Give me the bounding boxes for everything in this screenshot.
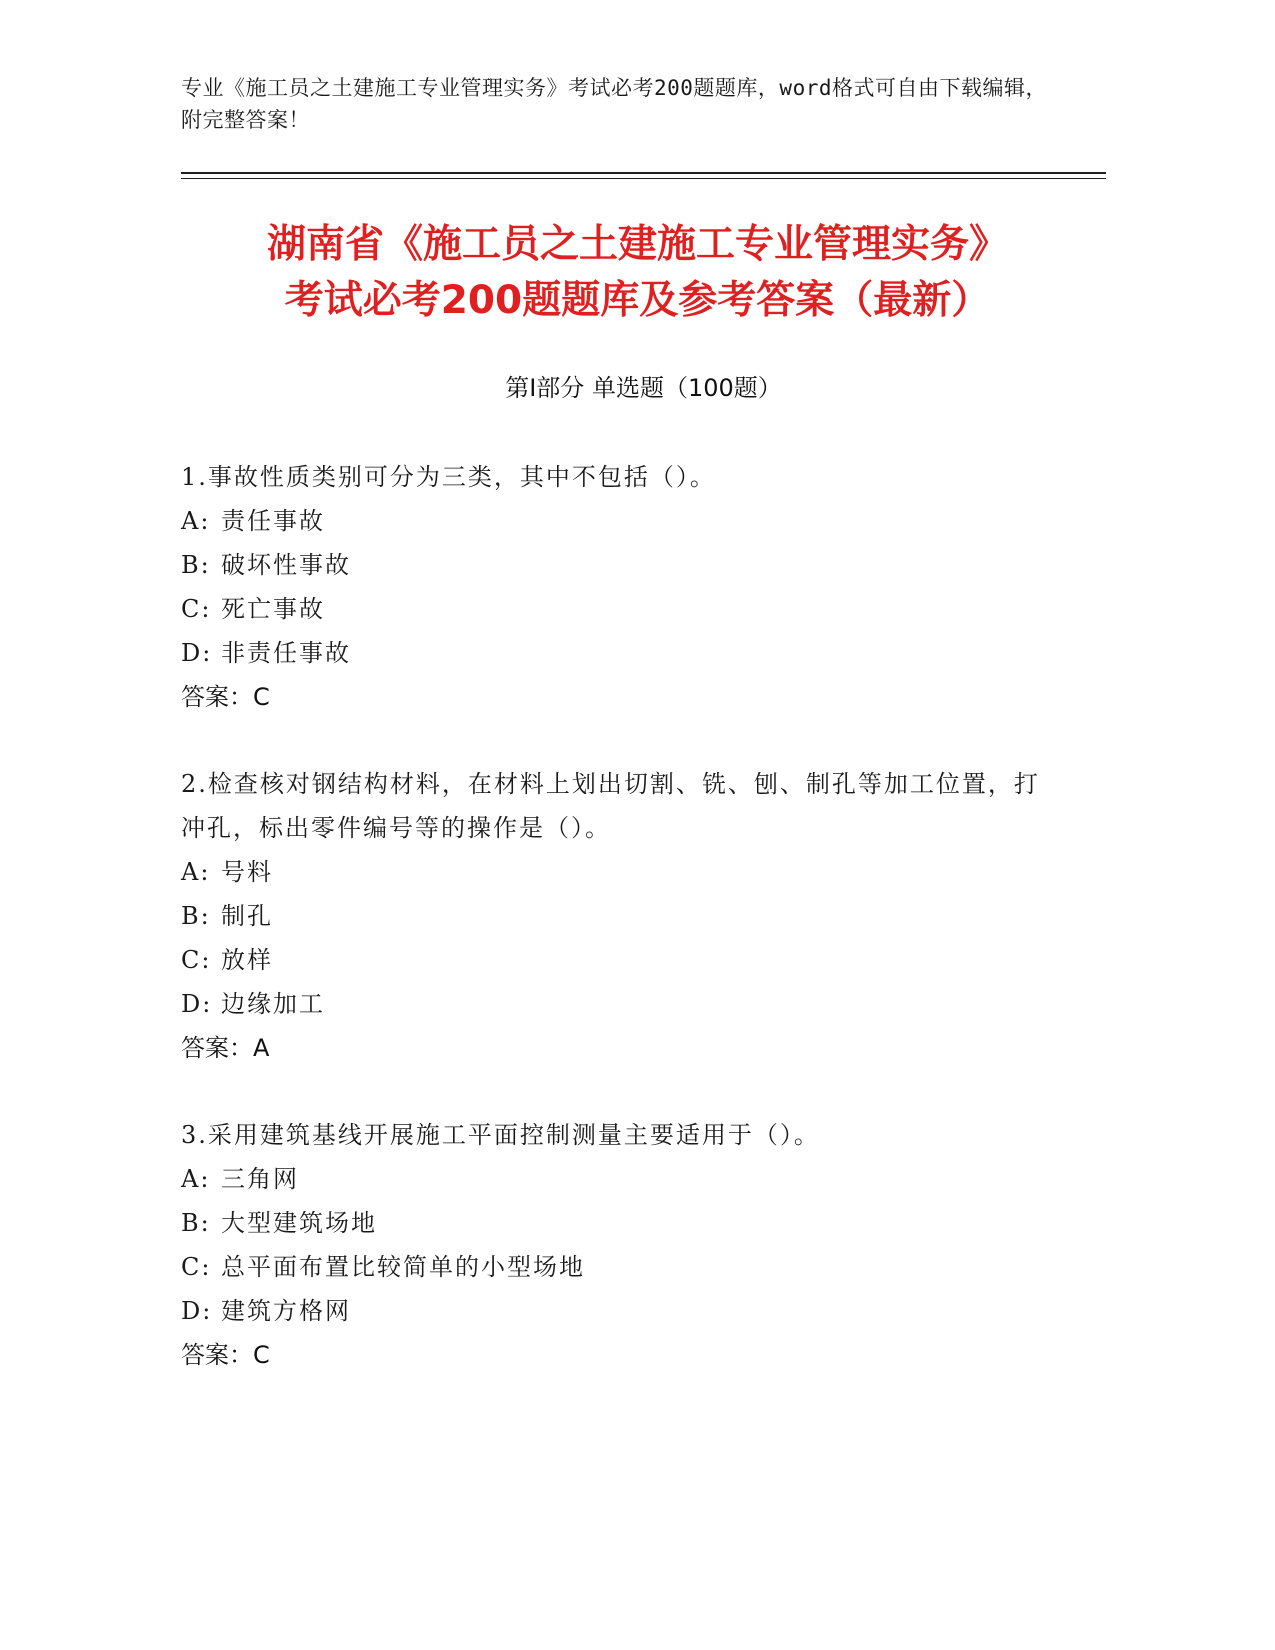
document-title-line-2: 考试必考200题题库及参考答案（最新） [284,278,991,323]
document-title [150,217,1125,329]
option-a [181,1157,1061,1201]
option-key: B: [181,1209,211,1237]
option-text: 责任事故 [221,507,325,535]
answer: 答案：C [181,1341,270,1369]
option-key: A: [181,507,211,535]
question-1 [181,455,1061,719]
answer: 答案：C [181,683,270,711]
question-stem: 2.检查核对钢结构材料，在材料上划出切割、铣、刨、制孔等加工位置，打冲孔，标出零件编号等的操作是（）。 [181,770,1040,842]
option-key: A: [181,858,211,886]
option-c [181,938,1061,982]
question-2 [181,762,1061,1070]
option-key: D: [181,1297,213,1325]
option-b [181,1201,1061,1245]
option-d [181,982,1061,1026]
option-text: 放样 [221,946,273,974]
answer: 答案：A [181,1034,270,1062]
question-stem: 1.事故性质类别可分为三类，其中不包括（）。 [181,463,716,491]
option-key: C: [181,1253,212,1281]
option-key: A: [181,1165,211,1193]
question-list [181,455,1061,1420]
option-c [181,587,1061,631]
option-key: B: [181,551,211,579]
header-divider-thick [181,172,1106,174]
option-d [181,1289,1061,1333]
section-title: 第I部分 单选题（100题） [505,374,782,402]
question-stem: 3.采用建筑基线开展施工平面控制测量主要适用于（）。 [181,1121,820,1149]
option-d [181,631,1061,675]
option-key: C: [181,595,212,623]
option-text: 破坏性事故 [221,551,351,579]
option-text: 号料 [221,858,273,886]
option-key: D: [181,639,213,667]
option-text: 边缘加工 [221,990,325,1018]
option-b [181,894,1061,938]
option-key: D: [181,990,213,1018]
option-text: 死亡事故 [221,595,325,623]
header-note: 专业《施工员之土建施工专业管理实务》考试必考200题题库，word格式可自由下载编辑，附完整答案！ [181,76,1047,132]
option-text: 三角网 [221,1165,299,1193]
option-a [181,850,1061,894]
option-key: B: [181,902,211,930]
option-text: 总平面布置比较简单的小型场地 [221,1253,585,1281]
question-3 [181,1113,1061,1377]
option-c [181,1245,1061,1289]
option-text: 大型建筑场地 [221,1209,377,1237]
option-a [181,499,1061,543]
header-divider-thin [181,178,1106,179]
option-text: 建筑方格网 [221,1297,351,1325]
option-text: 制孔 [221,902,273,930]
option-key: C: [181,946,212,974]
option-text: 非责任事故 [221,639,351,667]
option-b [181,543,1061,587]
document-title-line-1: 湖南省《施工员之土建施工专业管理实务》 [266,222,1008,267]
